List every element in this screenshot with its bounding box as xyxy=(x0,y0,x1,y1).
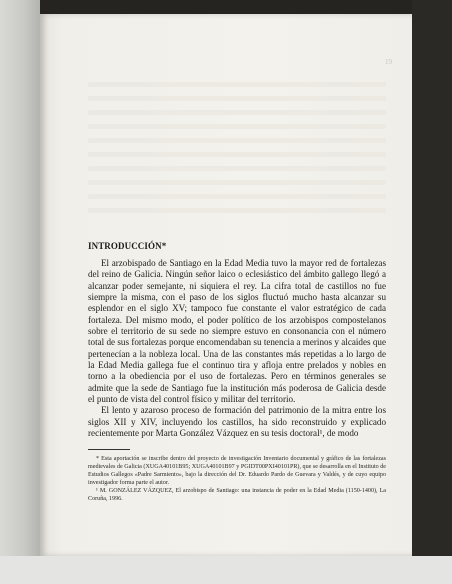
show-through-line xyxy=(88,180,386,185)
footnote-1: * Esta aportación se inscribe dentro del proyecto de investigación Inventario documental y gráfico de las fortalezas medievales de Galicia (XUGA40101B95; XUGA40101B97 y PGIDT00PXI40101PR), que se desarrolla en el Instituto de Estudios Gallegos «Padre Sarmiento», bajo la dirección del Dr. Eduardo Pardo de Guevara y Valdés, y de cuyo equipo investigador forma parte el autor. xyxy=(88,455,386,486)
background-right xyxy=(412,0,452,584)
book-spine-area xyxy=(0,0,40,584)
show-through-line xyxy=(88,194,386,199)
footnote-divider xyxy=(88,449,130,450)
section-heading: INTRODUCCIÓN* xyxy=(88,241,167,251)
background-bottom xyxy=(0,556,452,584)
background-top xyxy=(40,0,452,14)
paragraph-2: El lento y azaroso proceso de formación del patrimonio de la mitra entre los siglos XII y XIV, incluyendo los castillos, ha sido reconstruido y explicado recientemente por Marta González Vázquez en su tesis doctoral¹, de modo xyxy=(88,405,386,439)
show-through-line xyxy=(88,82,386,87)
footnote-2: ¹ M. GONZÁLEZ VÁZQUEZ, El arzobispo de Santiago: una instancia de poder en la Edad Media (1150-1400), La Coruña, 1996. xyxy=(88,487,386,502)
paragraph-1: El arzobispado de Santiago en la Edad Media tuvo la mayor red de fortalezas del reino de Galicia. Ningún señor laico o eclesiástico del ámbito gallego llegó a alcanzar poder semejante, ni siquiera el rey. La cifra total de castillos no fue siempre la misma, con el paso de los siglos fluctuó mucho hasta alcanzar su esplendor en el siglo XV; tampoco fue constante el valor estratégico de cada fortaleza. Del mismo modo, el poder político de los arzobispos compostelanos sobre el territorio de su sede no siempre estuvo en consonancia con el número total de sus fortalezas porque encomendaban su tenencia a merinos y alcaides que pertenecían a la nobleza local. Una de las constantes más repetidas a lo largo de la Edad Media gallega fue el continuo tira y afloja entre prelados y nobles en torno a la obediencia por el uso de fortalezas. Pero en términos generales se admite que la sede de Santiago fue la institución más poderosa de Galicia desde el punto de vista del control físico y militar del territorio. xyxy=(88,258,386,405)
page-number: 19 xyxy=(385,58,392,66)
show-through-line xyxy=(88,166,386,171)
show-through-line xyxy=(88,208,386,213)
show-through-line xyxy=(88,152,386,157)
show-through-line xyxy=(88,96,386,101)
page-content xyxy=(88,241,386,503)
book-page xyxy=(40,14,412,556)
show-through-text xyxy=(88,82,386,222)
show-through-line xyxy=(88,138,386,143)
show-through-line xyxy=(88,110,386,115)
show-through-line xyxy=(88,124,386,129)
